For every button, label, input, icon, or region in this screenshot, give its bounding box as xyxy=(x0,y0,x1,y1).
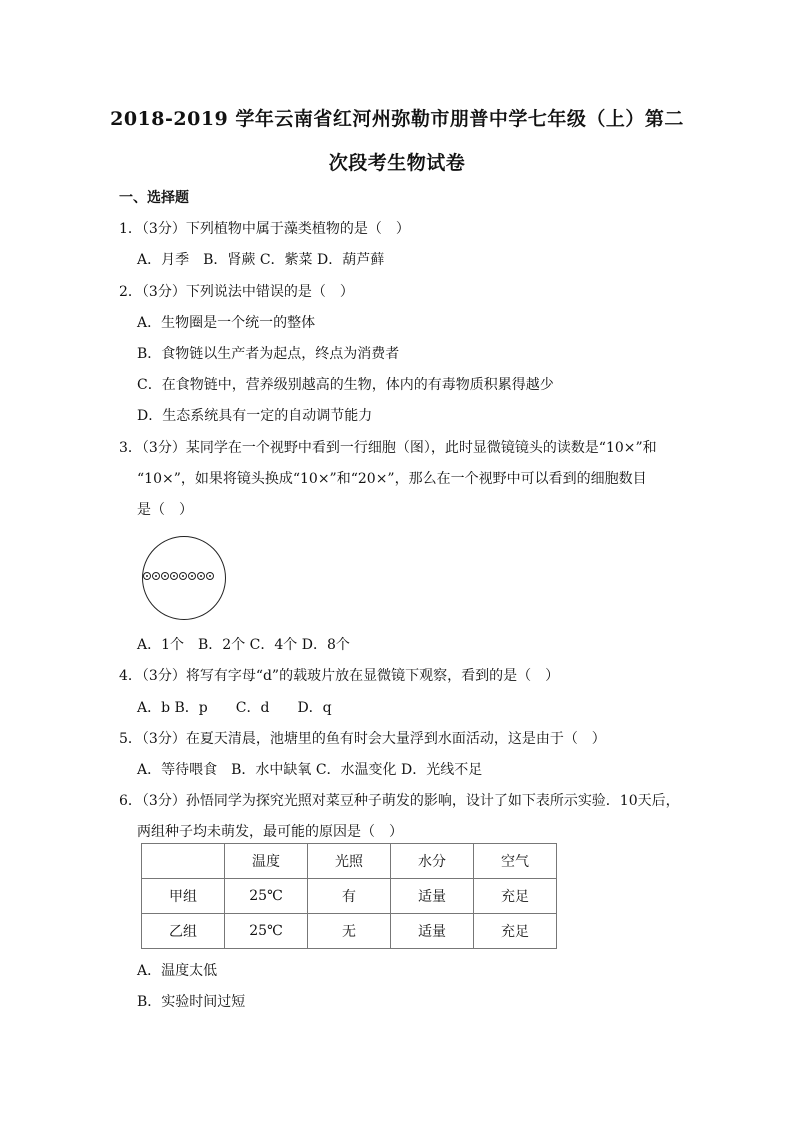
question-6-stem-line-1: 6．（3分）孙悟同学为探究光照对菜豆种子萌发的影响，设计了如下表所示实验．10天后， xyxy=(119,793,680,809)
question-5-stem: 5．（3分）在夏天清晨，池塘里的鱼有时会大量浮到水面活动，这是由于（ ） xyxy=(119,731,606,747)
cell-icon xyxy=(188,572,196,580)
table-header-cell: 温度 xyxy=(225,844,308,879)
question-3-stem-line-2: “10×”，如果将镜头换成“10×”和“20×”，那么在一个视野中可以看到的细胞数目 xyxy=(137,471,647,487)
cell-icon xyxy=(161,572,169,580)
experiment-table xyxy=(141,843,557,949)
table-header-cell: 水分 xyxy=(391,844,474,879)
document-title-line-1: 2018-2019 学年云南省红河州弥勒市朋普中学七年级（上）第二 xyxy=(110,108,684,130)
cell-row-figure xyxy=(143,572,215,582)
table-cell: 无 xyxy=(308,914,391,949)
question-5-options: A．等待喂食 B．水中缺氧 C．水温变化 D．光线不足 xyxy=(137,762,483,778)
cell-icon xyxy=(206,572,214,580)
question-3-options: A．1个 B．2个 C．4个 D．8个 xyxy=(137,637,350,653)
question-2-option-d: D．生态系统具有一定的自动调节能力 xyxy=(137,408,373,424)
section-heading: 一、选择题 xyxy=(119,190,189,206)
table-cell: 25℃ xyxy=(225,879,308,914)
table-cell: 乙组 xyxy=(142,914,225,949)
cell-icon xyxy=(170,572,178,580)
question-2-option-b: B．食物链以生产者为起点，终点为消费者 xyxy=(137,346,400,362)
document-title-line-2: 次段考生物试卷 xyxy=(328,152,466,174)
table-cell: 有 xyxy=(308,879,391,914)
question-2-option-a: A．生物圈是一个统一的整体 xyxy=(137,315,316,331)
cell-icon xyxy=(143,572,151,580)
table-cell: 25℃ xyxy=(225,914,308,949)
table-cell: 适量 xyxy=(391,914,474,949)
table-header-cell xyxy=(142,844,225,879)
question-3-stem-line-3: 是（ ） xyxy=(137,502,193,518)
table-row xyxy=(142,879,557,914)
question-1-stem: 1．（3分）下列植物中属于藻类植物的是（ ） xyxy=(119,221,410,237)
question-6-option-b: B．实验时间过短 xyxy=(137,994,246,1010)
question-4-stem: 4．（3分）将写有字母“d”的载玻片放在显微镜下观察，看到的是（ ） xyxy=(119,668,560,684)
table-header-cell: 光照 xyxy=(308,844,391,879)
question-3-stem-line-1: 3．（3分）某同学在一个视野中看到一行细胞（图），此时显微镜镜头的读数是“10×”和 xyxy=(119,440,657,456)
cell-icon xyxy=(179,572,187,580)
table-cell: 适量 xyxy=(391,879,474,914)
table-cell: 充足 xyxy=(474,914,557,949)
question-6-stem-line-2: 两组种子均未萌发，最可能的原因是（ ） xyxy=(137,824,403,840)
table-cell: 甲组 xyxy=(142,879,225,914)
question-1-options: A．月季 B．肾蕨 C．紫菜 D．葫芦藓 xyxy=(137,252,385,268)
question-2-option-c: C．在食物链中，营养级别越高的生物，体内的有毒物质积累得越少 xyxy=(137,377,554,393)
question-6-option-a: A．温度太低 xyxy=(137,963,218,979)
table-cell: 充足 xyxy=(474,879,557,914)
table-header-row xyxy=(142,844,557,879)
table-row xyxy=(142,914,557,949)
table-header-cell: 空气 xyxy=(474,844,557,879)
question-4-options: A．b B．p C．d D．q xyxy=(137,700,332,716)
cell-icon xyxy=(197,572,205,580)
question-2-stem: 2．（3分）下列说法中错误的是（ ） xyxy=(119,284,354,300)
cell-icon xyxy=(152,572,160,580)
